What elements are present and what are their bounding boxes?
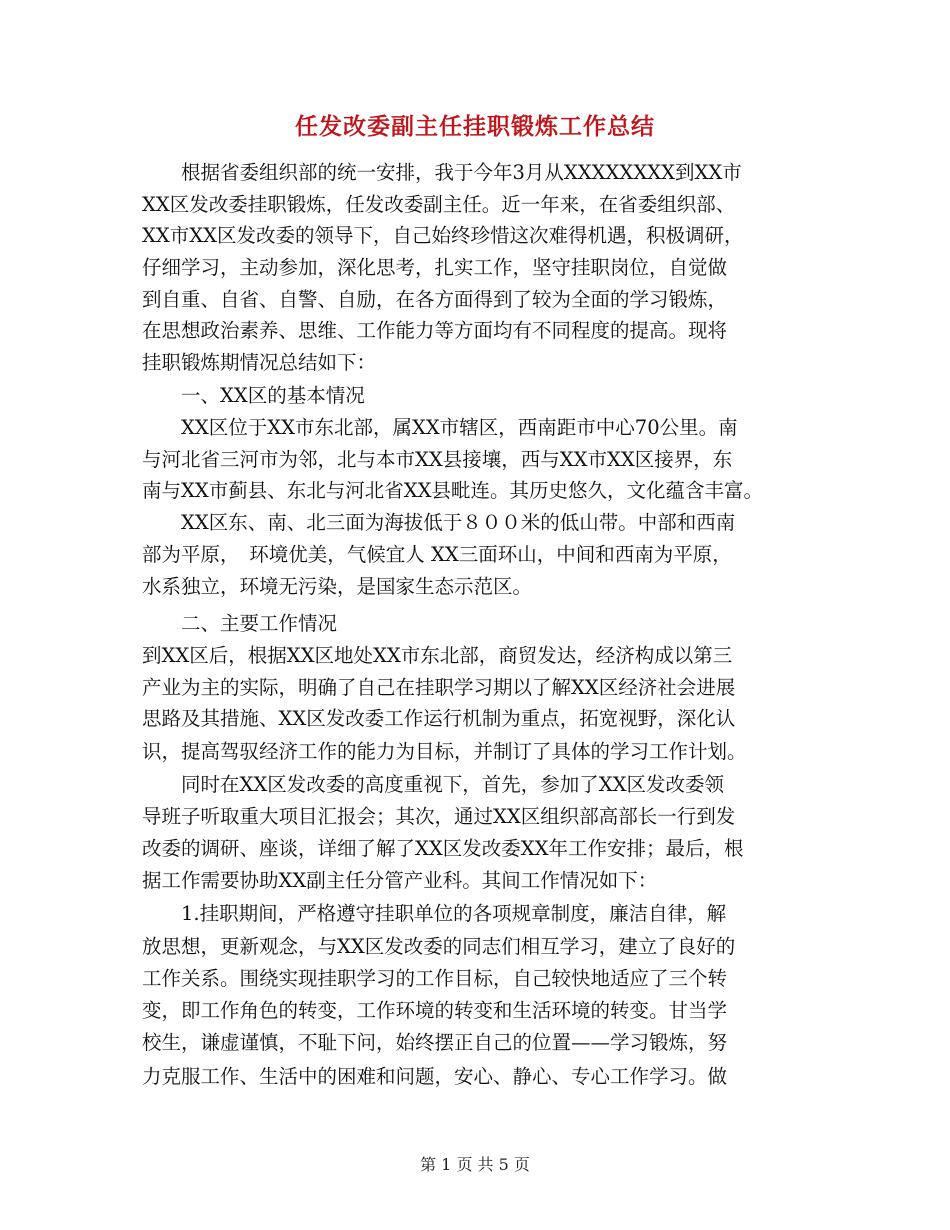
body-text-line: 仔细学习，主动参加，深化思考，扎实工作，坚守挂职岗位，自觉做 <box>142 256 728 279</box>
body-text-line: 二、主要工作情况 <box>142 612 338 635</box>
body-text-line: 同时在XX区发改委的高度重视下，首先，参加了XX区发改委领 <box>142 773 725 796</box>
body-text-line: 变，即工作角色的转变，工作环境的转变和生活环境的转变。甘当学 <box>142 999 728 1022</box>
body-text-line: 挂职锻炼期情况总结如下： <box>142 351 377 374</box>
body-text-line: 思路及其措施、XX区发改委工作运行机制为重点，拓宽视野，深化认 <box>142 707 736 730</box>
body-text-line: 识，提高驾驭经济工作的能力为目标，并制订了具体的学习工作计划。 <box>142 740 747 763</box>
body-text-line: 据工作需要协助XX副主任分管产业科。其间工作情况如下： <box>142 869 658 892</box>
body-text-line: 根据省委组织部的统一安排，我于今年3月从XXXXXXXX到XX市 <box>142 161 742 184</box>
body-text-line: XX市XX区发改委的领导下，自己始终珍惜这次难得机遇，积极调研， <box>142 224 744 247</box>
body-text-line: 导班子听取重大项目汇报会；其次，通过XX区组织部高部长一行到发 <box>142 805 736 828</box>
body-text-line: 校生，谦虚谨慎，不耻下问，始终摆正自己的位置——学习锻炼，努 <box>142 1031 728 1054</box>
body-text-line: 一、XX区的基本情况 <box>142 384 365 407</box>
body-text-line: 南与XX市蓟县、东北与河北省XX县毗连。其历史悠久，文化蕴含丰富。 <box>142 479 764 502</box>
body-text-line: 与河北省三河市为邻，北与本市XX县接壤，西与XX市XX区接界，东 <box>142 448 733 471</box>
page-footer: 第 1 页 共 5 页 <box>420 1155 530 1174</box>
body-text-line: XX区东、南、北三面为海拔低于８００米的低山带。中部和西南 <box>142 511 736 534</box>
body-text-line: XX区位于XX市东北部，属XX市辖区，西南距市中心70公里。南 <box>142 416 738 439</box>
body-text-line: 在思想政治素养、思维、工作能力等方面均有不同程度的提高。现将 <box>142 319 728 342</box>
body-text-line: 到自重、自省、自警、自励，在各方面得到了较为全面的学习锻炼， <box>142 288 728 311</box>
document-title: 任发改委副主任挂职锻炼工作总结 <box>295 114 655 140</box>
body-text-line: 力克服工作、生活中的困难和问题，安心、静心、专心工作学习。做 <box>142 1065 728 1088</box>
body-text-line: 水系独立，环境无污染，是国家生态示范区。 <box>142 575 533 598</box>
body-text-line: 放思想，更新观念，与XX区发改委的同志们相互学习，建立了良好的 <box>142 935 736 958</box>
body-text-line: 1.挂职期间，严格遵守挂职单位的各项规章制度，廉洁自律，解 <box>142 902 727 925</box>
body-text-line: 改委的调研、座谈，详细了解了XX区发改委XX年工作安排；最后，根 <box>142 837 744 860</box>
body-text-line: XX区发改委挂职锻炼，任发改委副主任。近一年来，在省委组织部、 <box>142 193 736 216</box>
body-text-line: 工作关系。围绕实现挂职学习的工作目标，自己较快地适应了三个转 <box>142 967 728 990</box>
body-text-line: 到XX区后，根据XX区地处XX市东北部，商贸发达，经济构成以第三 <box>142 644 733 667</box>
body-text-line: 产业为主的实际，明确了自己在挂职学习期以了解XX区经济社会进展 <box>142 676 736 699</box>
body-text-line: 部为平原， 环境优美，气候宜人 XX三面环山，中间和西南为平原， <box>142 543 732 566</box>
